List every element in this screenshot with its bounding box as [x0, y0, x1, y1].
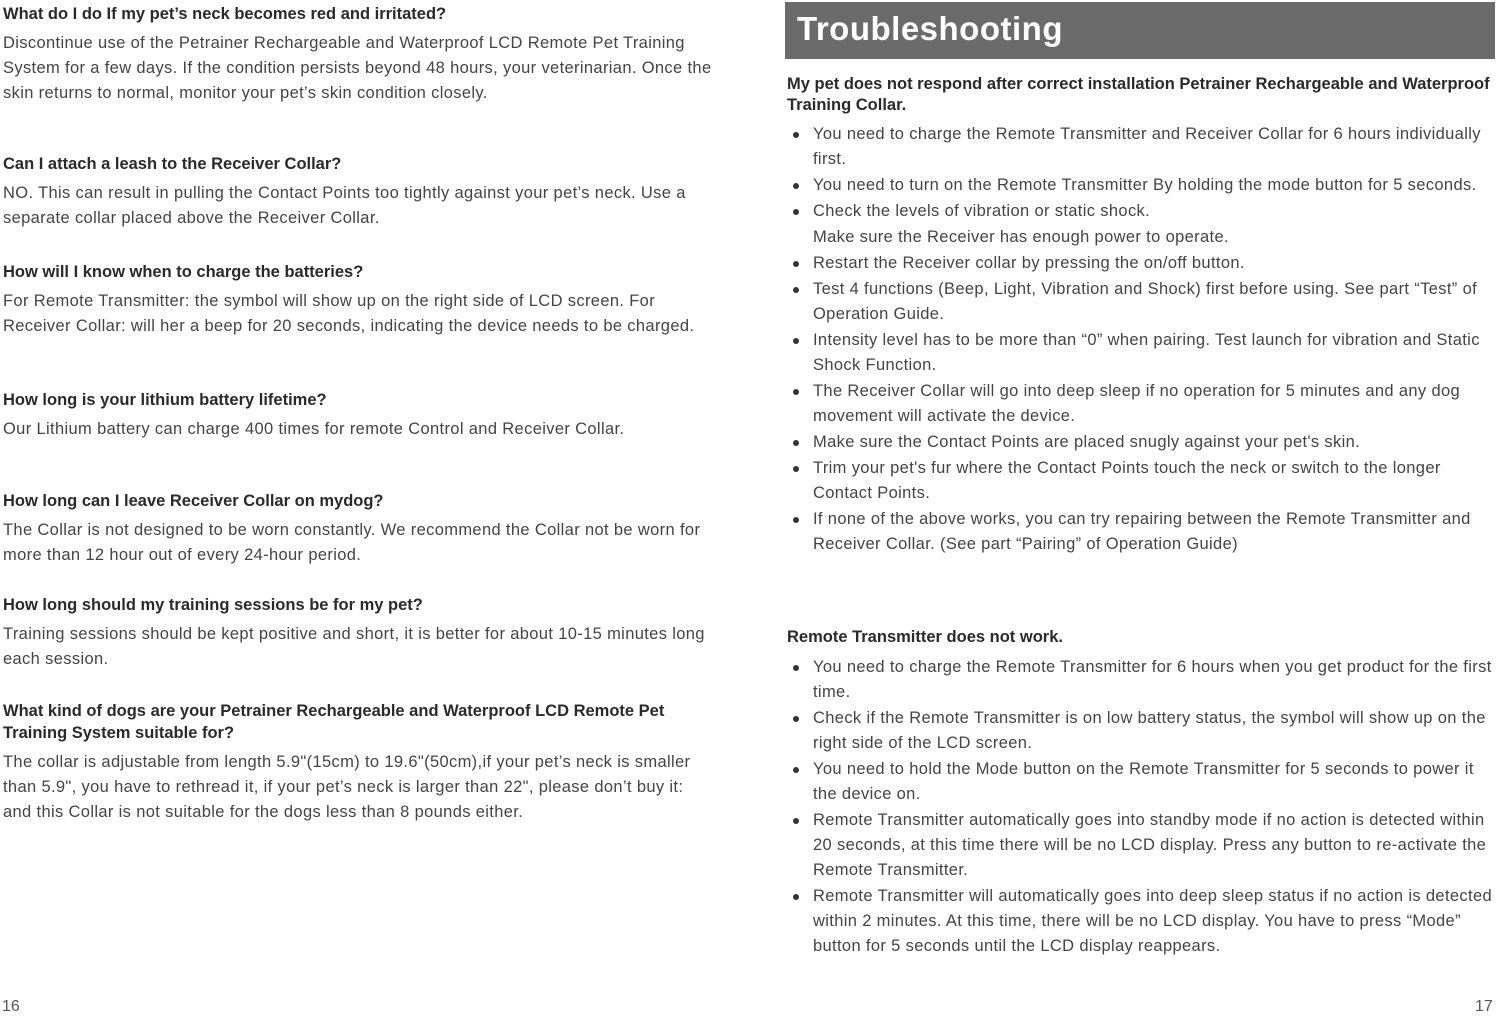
- list-item-text: The Receiver Collar will go into deep sleep if no operation for 5 minutes and any dog movement will activate the device.: [813, 382, 1461, 425]
- faq-answer: NO. This can result in pulling the Contact Points too tightly against your pet’s neck. Use a separate collar placed above the Receiver Collar.: [3, 184, 686, 227]
- list-item: [785, 884, 1499, 959]
- bullet-icon: [793, 209, 799, 215]
- list-item: [785, 808, 1499, 883]
- list-item-text: You need to turn on the Remote Transmitter By holding the mode button for 5 seconds.: [813, 176, 1477, 194]
- faq-item: [3, 490, 715, 568]
- list-item-text: If none of the above works, you can try repairing between the Remote Transmitter and Receiver Collar. (See part “Pairing” of Operation Guide): [813, 510, 1471, 553]
- list-item-text: Check if the Remote Transmitter is on low battery status, the symbol will show up on the right side of the LCD screen.: [813, 709, 1486, 752]
- list-item-text: Make sure the Receiver has enough power to operate.: [813, 228, 1229, 246]
- faq-answer: The Collar is not designed to be worn constantly. We recommend the Collar not be worn for more than 12 hour out of every 24-hour period.: [3, 521, 701, 564]
- faq-item: [3, 389, 715, 442]
- list-item-text: Test 4 functions (Beep, Light, Vibration and Shock) first before using. See part “Test” of Operation Guide.: [813, 280, 1478, 323]
- list-item: [785, 430, 1499, 455]
- bullet-icon: [793, 132, 799, 138]
- list-item: [785, 706, 1499, 756]
- faq-item: [3, 3, 715, 106]
- list-item-text: You need to charge the Remote Transmitter for 6 hours when you get product for the first time.: [813, 658, 1492, 701]
- bullet-icon: [793, 261, 799, 267]
- faq-question: How long can I leave Receiver Collar on mydog?: [3, 492, 384, 510]
- list-item: [785, 757, 1499, 807]
- list-item: [785, 328, 1499, 378]
- faq-item: [3, 594, 715, 672]
- left-page: [0, 0, 720, 1020]
- list-item-text: Remote Transmitter will automatically goes into deep sleep status if no action is detected within 2 minutes. At this time, there will be no LCD display. You have to press “Mode” button for 5 seconds until the LCD display reappears.: [813, 887, 1492, 955]
- faq-answer: Training sessions should be kept positive and short, it is better for about 10-15 minutes long each session.: [3, 625, 705, 668]
- list-item: [785, 122, 1499, 172]
- bullet-icon: [793, 466, 799, 472]
- page-number: 16: [2, 998, 20, 1015]
- section-heading: Remote Transmitter does not work.: [787, 628, 1063, 646]
- faq-question: What do I do If my pet’s neck becomes red and irritated?: [3, 5, 447, 23]
- list-item: [785, 655, 1499, 705]
- list-item-text: Intensity level has to be more than “0” when pairing. Test launch for vibration and Static Shock Function.: [813, 331, 1480, 374]
- bullet-icon: [793, 338, 799, 344]
- troubleshooting-list: [785, 655, 1499, 960]
- faq-question: How will I know when to charge the batteries?: [3, 263, 364, 281]
- faq-question: How long is your lithium battery lifetime?: [3, 391, 327, 409]
- faq-answer: For Remote Transmitter: the symbol will show up on the right side of LCD screen. For Receiver Collar: will her a beep for 20 seconds, indicating the device needs to be charged.: [3, 292, 695, 335]
- bullet-icon: [793, 389, 799, 395]
- list-item-text: Trim your pet's fur where the Contact Points touch the neck or switch to the longer Contact Points.: [813, 459, 1441, 502]
- bullet-icon: [793, 183, 799, 189]
- page-number: 17: [1475, 998, 1493, 1015]
- list-item: [785, 251, 1499, 276]
- troubleshooting-header: [785, 2, 1495, 59]
- page-title: Troubleshooting: [797, 10, 1063, 47]
- troubleshooting-list: [785, 122, 1499, 558]
- faq-item: [3, 700, 715, 825]
- bullet-icon: [793, 894, 799, 900]
- faq-item: [3, 261, 715, 339]
- faq-answer: Our Lithium battery can charge 400 times for remote Control and Receiver Collar.: [3, 420, 625, 438]
- faq-item: [3, 153, 715, 231]
- list-item: [785, 277, 1499, 327]
- list-item: [785, 199, 1499, 224]
- faq-question: How long should my training sessions be for my pet?: [3, 596, 423, 614]
- bullet-icon: [793, 517, 799, 523]
- list-item-text: Restart the Receiver collar by pressing the on/off button.: [813, 254, 1245, 272]
- bullet-icon: [793, 716, 799, 722]
- faq-answer: The collar is adjustable from length 5.9"(15cm) to 19.6"(50cm),if your pet’s neck is smaller than 5.9", you have to rethread it, if your pet’s neck is larger than 22", please don’t buy it: and this Collar is not suitable for the dogs less than 8 pounds either.: [3, 753, 691, 821]
- list-item-text: You need to charge the Remote Transmitter and Receiver Collar for 6 hours individually first.: [813, 125, 1481, 168]
- faq-question: Can I attach a leash to the Receiver Collar?: [3, 155, 342, 173]
- bullet-icon: [793, 818, 799, 824]
- list-item: [785, 456, 1499, 506]
- list-item: [785, 173, 1499, 198]
- right-page: [785, 0, 1499, 1020]
- bullet-icon: [793, 665, 799, 671]
- bullet-icon: [793, 440, 799, 446]
- bullet-icon: [793, 767, 799, 773]
- faq-answer: Discontinue use of the Petrainer Rechargeable and Waterproof LCD Remote Pet Training System for a few days. If the condition persists beyond 48 hours, your veterinarian. Once the skin returns to normal, monitor your pet’s skin condition closely.: [3, 34, 712, 102]
- list-item-text: You need to hold the Mode button on the Remote Transmitter for 5 seconds to power it the device on.: [813, 760, 1474, 803]
- list-item-text: Make sure the Contact Points are placed snugly against your pet's skin.: [813, 433, 1361, 451]
- section-heading: My pet does not respond after correct installation Petrainer Rechargeable and Waterproof Training Collar.: [787, 75, 1490, 114]
- list-item: [785, 225, 1499, 250]
- faq-question: What kind of dogs are your Petrainer Rechargeable and Waterproof LCD Remote Pet Training System suitable for?: [3, 702, 665, 742]
- list-item-text: Check the levels of vibration or static shock.: [813, 202, 1151, 220]
- list-item: [785, 379, 1499, 429]
- list-item: [785, 507, 1499, 557]
- list-item-text: Remote Transmitter automatically goes into standby mode if no action is detected within 20 seconds, at this time there will be no LCD display. Press any button to re-activate the Remote Transmitter.: [813, 811, 1487, 879]
- bullet-icon: [793, 287, 799, 293]
